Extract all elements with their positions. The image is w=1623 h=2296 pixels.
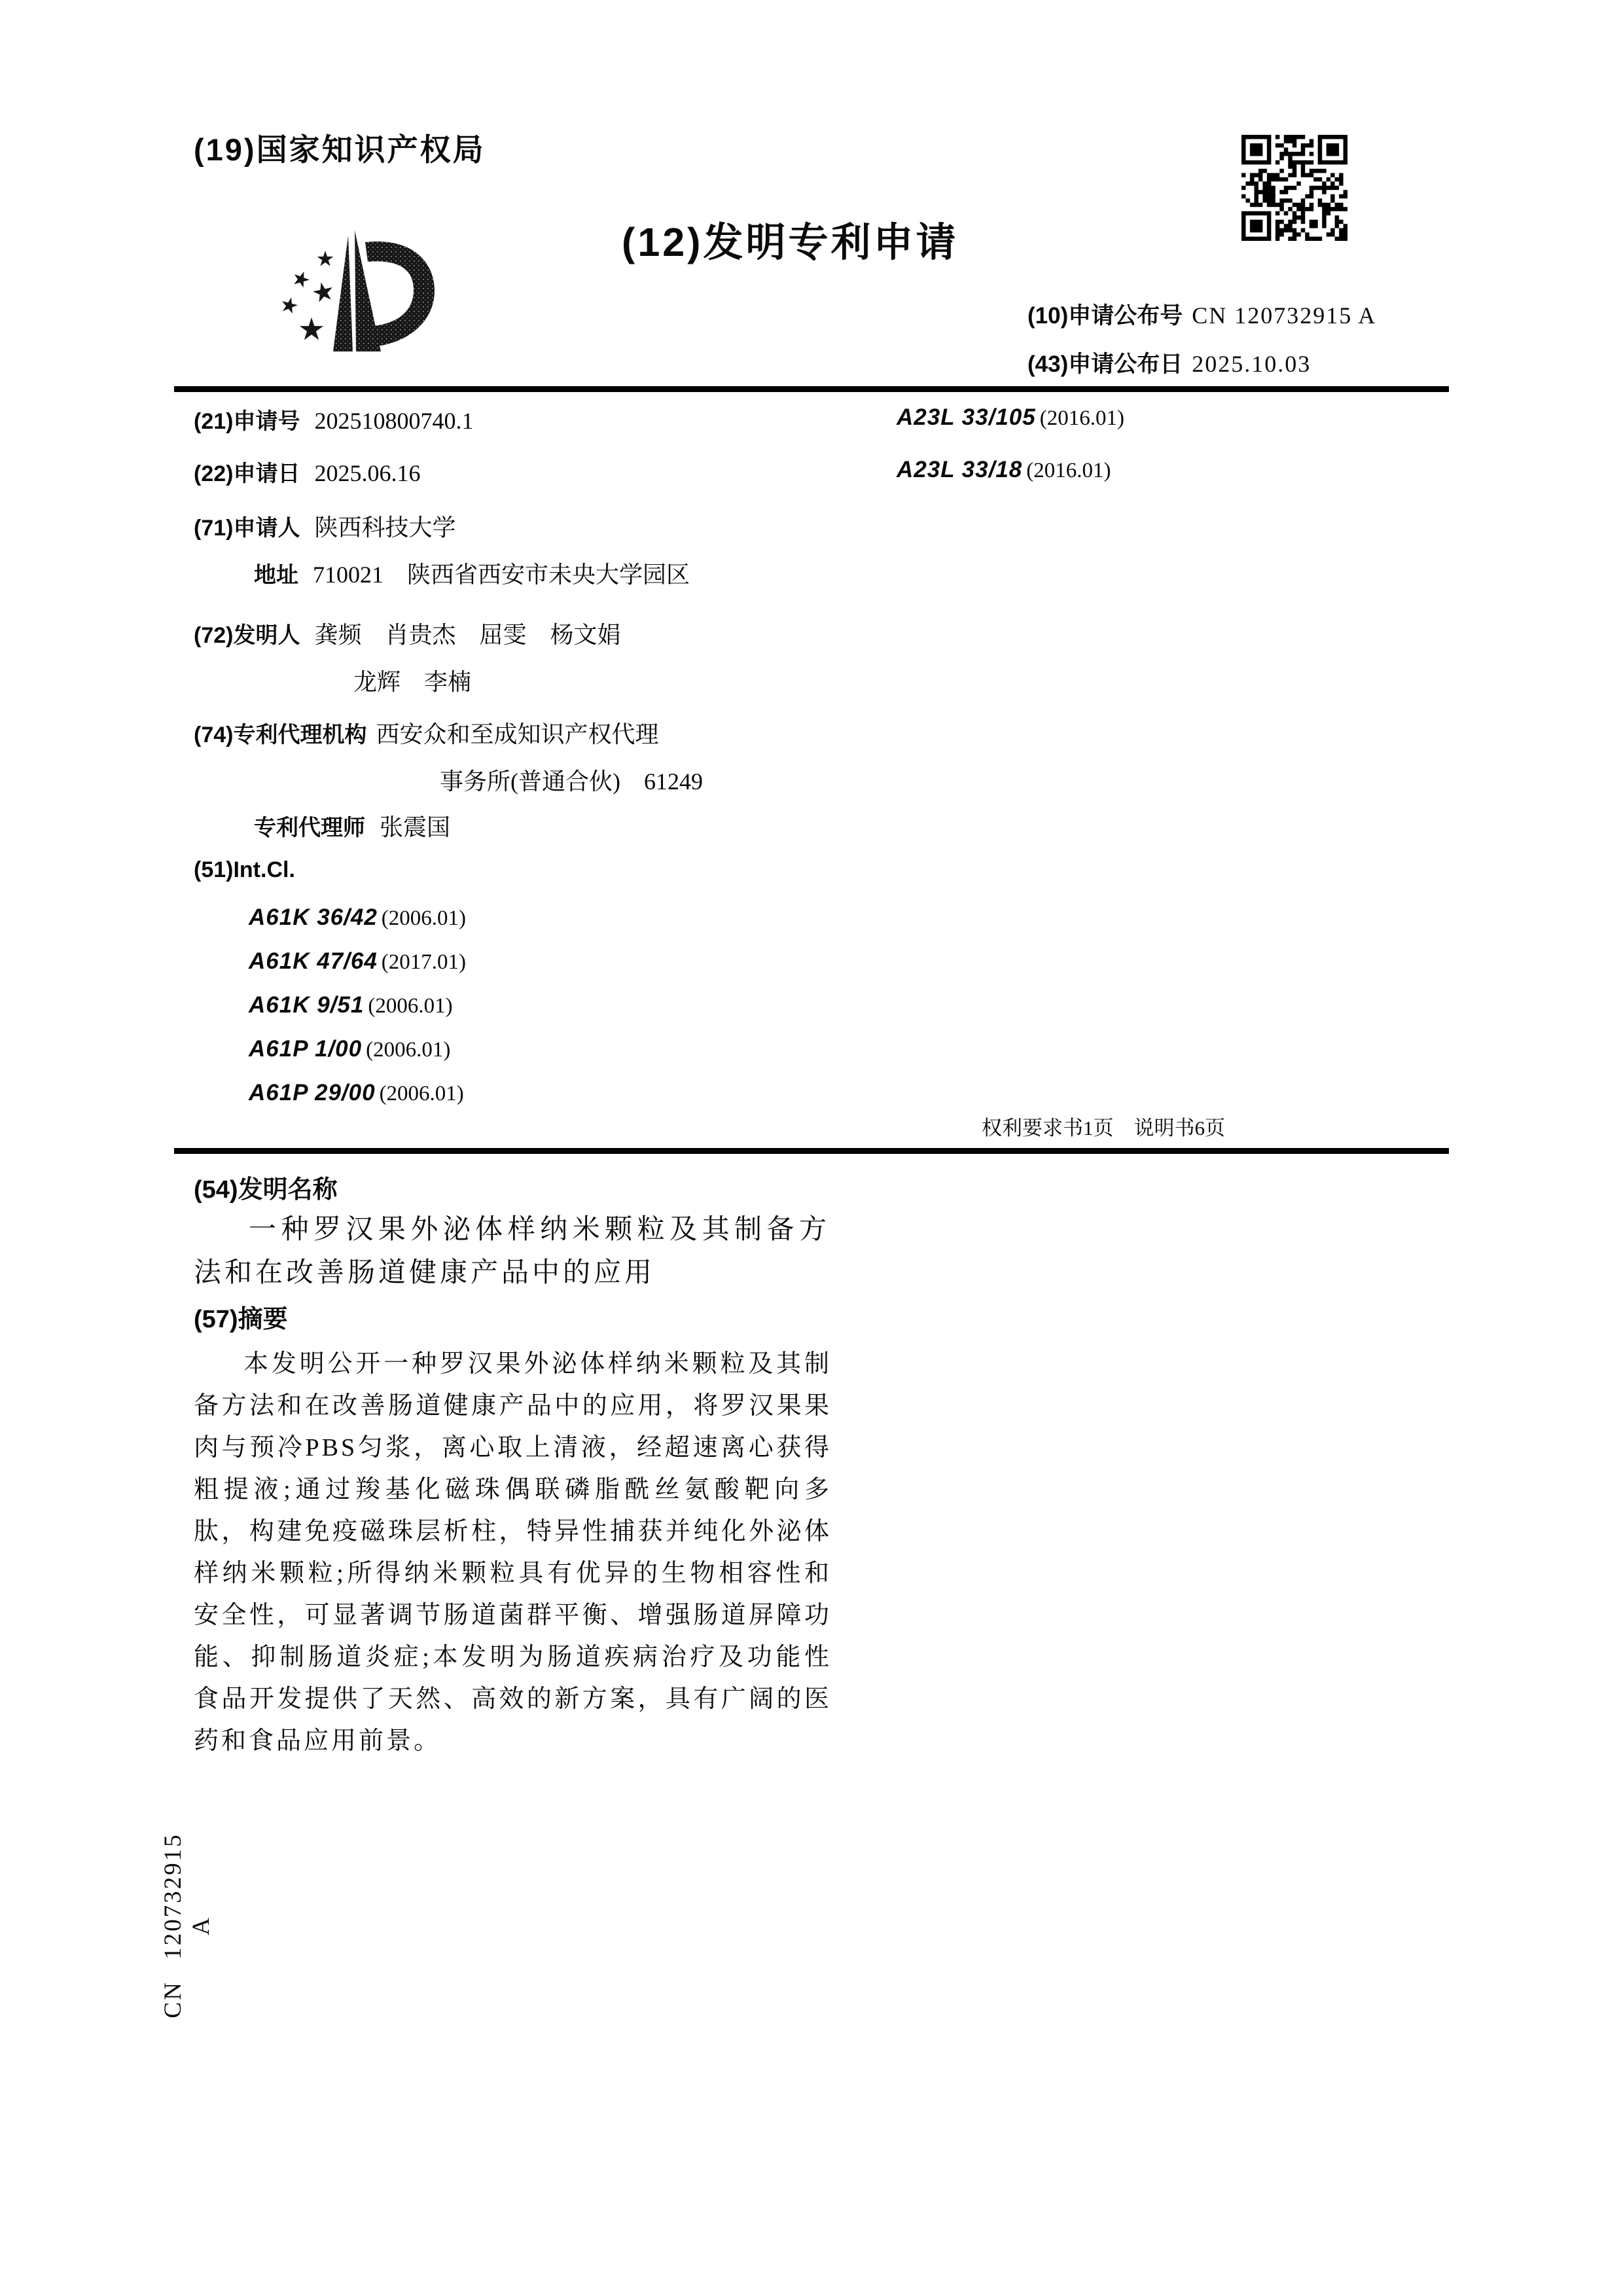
classification-code: A23L 33/105 [897, 404, 1036, 430]
field-application-number [194, 403, 473, 435]
patent-office-name: (19)国家知识产权局 [194, 132, 486, 167]
publication-number-line [1027, 298, 1376, 346]
field-value: 710021 陕西省西安市未央大学园区 [313, 562, 690, 588]
field-applicant-address [254, 556, 690, 590]
classification-version: (2006.01) [379, 1082, 464, 1105]
classification-version: (2016.01) [1026, 459, 1111, 482]
classification-version: (2016.01) [1039, 406, 1124, 430]
invention-title: 一种罗汉果外泌体样纳米颗粒及其制备方法和在改善肠道健康产品中的应用 [194, 1215, 830, 1288]
int-cl-entry [249, 1080, 464, 1106]
field-label: (21)申请号 [194, 409, 300, 434]
field-value: 张震国 [380, 814, 451, 840]
field-patent-agency [194, 716, 658, 749]
field-label: (22)申请日 [194, 461, 300, 486]
classification-version: (2017.01) [381, 950, 467, 974]
pages-count-info: 权利要求书1页 说明书6页 [982, 1117, 1225, 1139]
publication-number-value: CN 120732915 A [1192, 302, 1377, 329]
inventors-line-1: 龚频 肖贵杰 屈雯 杨文娟 [314, 622, 621, 648]
biblio-divider [174, 1148, 1449, 1154]
field-label: (72)发明人 [194, 623, 300, 648]
sidebar-publication-number: CN 120732915 A [160, 1833, 215, 2018]
field-label: 地址 [254, 563, 298, 588]
classification-code: A61K 36/42 [249, 905, 378, 930]
publication-date-value: 2025.10.03 [1192, 351, 1311, 377]
extra-classification-entry [897, 404, 1124, 431]
agency-line-2: 事务所(普通合伙) 61249 [440, 768, 703, 795]
classification-code: A61P 29/00 [249, 1080, 376, 1105]
classification-code: A61P 1/00 [249, 1036, 363, 1062]
cnipa-logo-icon [243, 191, 459, 378]
abstract-section-label: (57)摘要 [194, 1306, 288, 1333]
field-label: (74)专利代理机构 [194, 723, 367, 747]
classification-version: (2006.01) [368, 994, 453, 1018]
publication-date-label: (43)申请公布日 [1027, 351, 1183, 377]
int-cl-entry [249, 905, 466, 931]
field-value: 202510800740.1 [314, 408, 474, 434]
inventors-line-2: 龙辉 李楠 [353, 669, 472, 695]
document-kind-title: (12)发明专利申请 [622, 220, 959, 264]
field-patent-agent [254, 809, 450, 842]
invention-title-section-label: (54)发明名称 [194, 1176, 338, 1204]
classification-version: (2006.01) [381, 906, 467, 930]
int-cl-entry [249, 992, 453, 1018]
extra-classification-entry [897, 457, 1111, 483]
classification-code: A61K 47/64 [249, 948, 378, 974]
qr-code [1241, 135, 1347, 241]
int-cl-entry [249, 948, 466, 975]
int-cl-entry [249, 1036, 450, 1062]
field-value: 2025.06.16 [314, 460, 421, 486]
field-int-cl-label: (51)Int.Cl. [194, 857, 295, 882]
classification-code: A23L 33/18 [897, 457, 1023, 482]
field-value: 陕西科技大学 [314, 514, 456, 541]
abstract-text: 本发明公开一种罗汉果外泌体样纳米颗粒及其制备方法和在改善肠道健康产品中的应用，将罗汉果果肉与预冷PBS匀浆，离心取上清液，经超速离心获得粗提液;通过羧基化磁珠偶联磷脂酰丝氨酸靶向多肽，构建免疫磁珠层析柱，特异性捕获并纯化外泌体样纳米颗粒;所得纳米颗粒具有优异的生物相容性和安全性，可显著调节肠道菌群平衡、增强肠道屏障功能、抑制肠道炎症;本发明为肠道疾病治疗及功能性食品开发提供了天然、高效的新方案，具有广阔的医药和食品应用前景。 [194, 1350, 832, 1755]
field-inventors [194, 617, 620, 650]
field-applicant [194, 509, 455, 543]
field-label: (71)申请人 [194, 516, 300, 541]
classification-version: (2006.01) [366, 1038, 451, 1062]
publication-number-label: (10)申请公布号 [1027, 303, 1183, 329]
agency-line-1: 西安众和至成知识产权代理 [376, 721, 659, 747]
field-label: 专利代理师 [254, 816, 365, 840]
header-divider [174, 386, 1449, 392]
classification-code: A61K 9/51 [249, 992, 365, 1018]
field-application-date [194, 456, 420, 488]
